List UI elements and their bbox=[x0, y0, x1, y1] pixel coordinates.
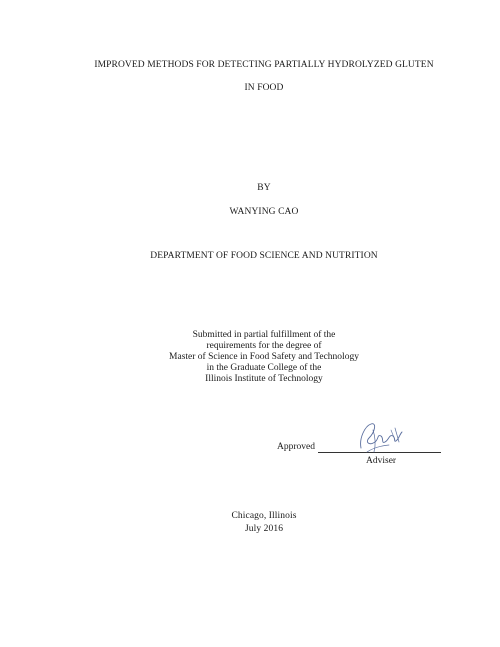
submission-date: July 2016 bbox=[244, 524, 284, 534]
submission-line: Illinois Institute of Technology bbox=[205, 374, 323, 384]
approved-label: Approved bbox=[277, 442, 315, 452]
submission-line: Submitted in partial fulfillment of the bbox=[192, 330, 336, 340]
by-label: BY bbox=[257, 183, 271, 193]
submission-line: in the Graduate College of the bbox=[206, 363, 322, 373]
submission-line: Master of Science in Food Safety and Technology bbox=[169, 352, 359, 362]
department-name: DEPARTMENT OF FOOD SCIENCE AND NUTRITION bbox=[150, 251, 378, 261]
location: Chicago, Illinois bbox=[231, 511, 297, 521]
submission-statement bbox=[14, 330, 500, 385]
adviser-label: Adviser bbox=[366, 456, 397, 466]
handwritten-signature bbox=[355, 418, 405, 458]
thesis-title-line-1: IMPROVED METHODS FOR DETECTING PARTIALLY HYDROLYZED GLUTEN bbox=[94, 60, 434, 70]
thesis-title-line-2: IN FOOD bbox=[244, 83, 284, 93]
submission-line: requirements for the degree of bbox=[206, 341, 322, 351]
author-name: WANYING CAO bbox=[229, 207, 299, 217]
